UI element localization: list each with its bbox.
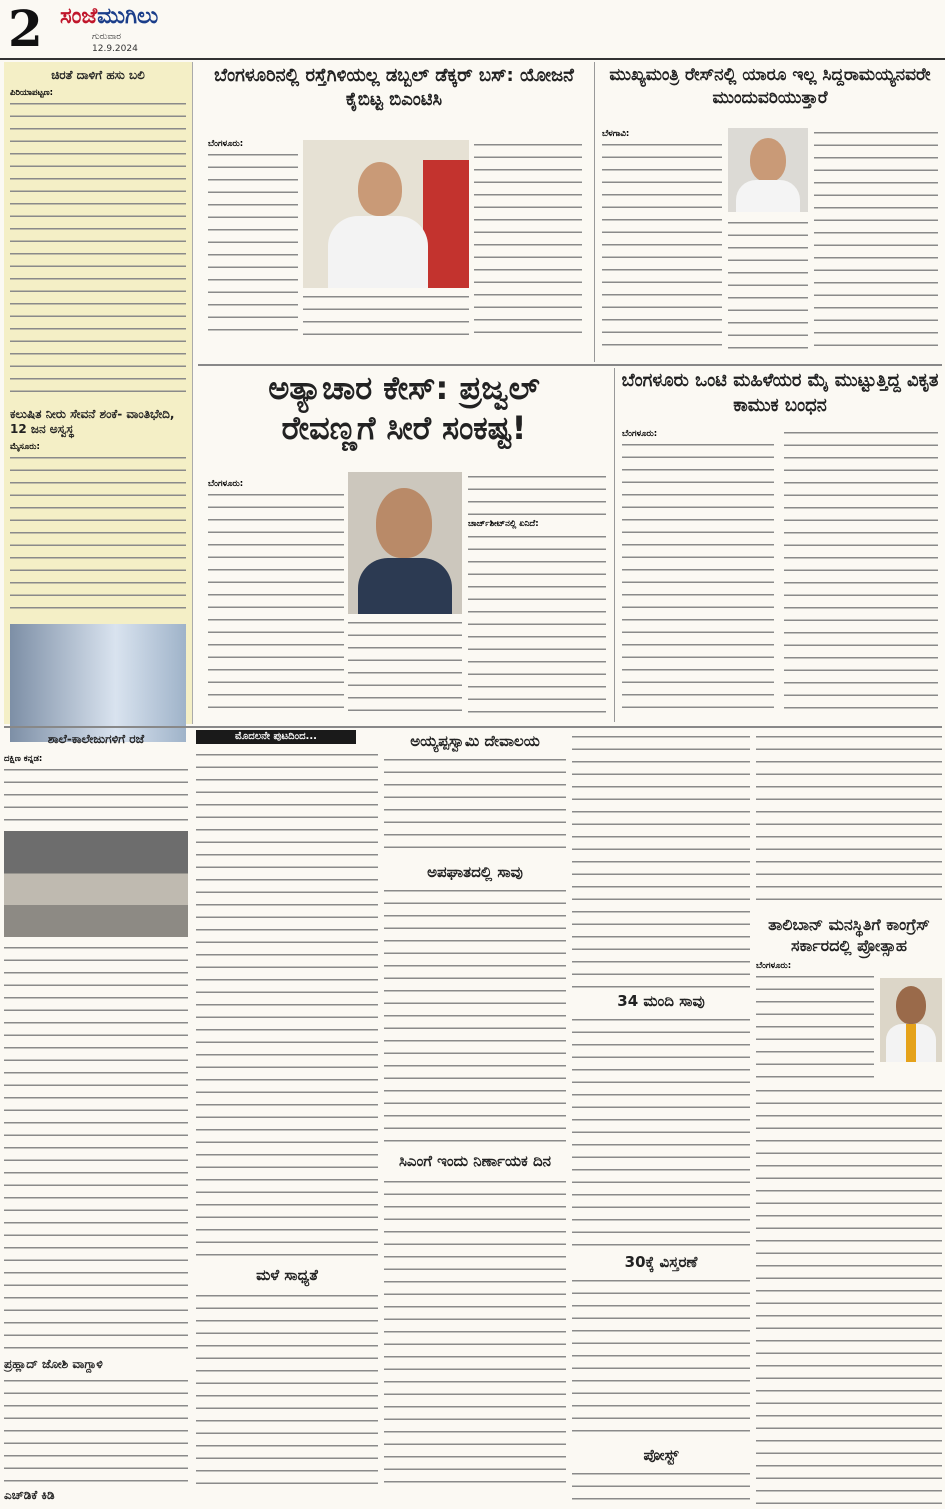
story-cm-race [598,62,942,362]
story-double-decker-col2 [303,292,469,336]
ashok-photo [880,978,942,1062]
politician-face [750,138,786,182]
politician-shirt [736,180,800,212]
post-title: ಪೋಸ್ಟ್ [643,1446,679,1464]
lead-story-subhead: ಚಾರ್ಜ್‌ಶೀಟ್‌ನಲ್ಲಿ ಏನಿದೆ: [468,519,539,529]
paper-logo [60,4,158,29]
bottom-col-4 [572,732,750,1487]
joshi-title: ಪ್ರಹ್ಲಾದ್ ಜೋಶಿ ವಾಗ್ದಾಳಿ [4,1357,103,1371]
taliban-body [756,1086,942,1506]
sidebar-column [4,62,193,724]
lead-story-dateline: ಬೆಂಗಳೂರು: [208,479,244,489]
bottom-col-1-body [4,943,188,1353]
sidebar-story1-dateline: ಪಿರಿಯಾಪಟ್ಟಣ: [10,88,54,98]
rain-body [196,1291,378,1491]
story-double-decker-col3 [474,140,582,336]
bus-graphic [423,160,469,288]
story-molester-headline: ಬೆಂಗಳೂರು ಒಂಟಿ ಮಹಿಳೆಯರ ಮೈ ಮುಟ್ಟುತ್ತಿದ್ದ ವಿಕೃತ ಕಾಮುಕ ಬಂಧನ [621,370,939,416]
taliban-body-top [756,972,874,1082]
bottom-col-5-body-top [756,732,942,908]
taliban-title: ತಾಲಿಬಾನ್ ಮನಸ್ಥಿತಿಗೆ ಕಾಂಗ್ರೆಸ್ ಸರ್ಕಾರದಲ್ಲಿ ಪ್ರೋತ್ಸಾಹ [768,915,930,955]
story-molester-col2 [784,428,938,716]
ashok-face [896,986,926,1024]
joshi-body [4,1376,188,1484]
lead-story-col2 [348,618,462,716]
accused-shirt [358,558,452,614]
lead-story-headline-line2: ರೇವಣ್ಣಗೆ ಸೀರೆ ಸಂಕಷ್ಟ! [281,409,527,447]
paper-name-part-b: ಮುಗಿಲು [97,4,159,29]
lead-story-col3-top [468,472,606,516]
rain-title: ಮಳೆ ಸಾಧ್ಯತೆ [256,1266,318,1284]
bottom-col-1 [4,732,188,1502]
lead-story-col3 [468,532,606,716]
holiday-dateline: ದಕ್ಷಿಣ ಕನ್ನಡ: [4,754,43,764]
ayyappa-body [384,755,566,859]
lead-story [198,368,610,722]
holiday-body [4,765,188,827]
bottom-col-3 [384,732,566,1487]
deaths-body [572,1015,750,1249]
story-double-decker-headline: ಬೆಂಗಳೂರಿನಲ್ಲಿ ರಸ್ತೆಗಿಳಿಯಲ್ಲ ಡಬ್ಬಲ್ ಡೆಕ್ಕರ್ ಬಸ್: ಯೋಜನೆ ಕೈಬಿಟ್ಟ ಬಿಎಂಟಿಸಿ [214,65,574,110]
story-cm-race-dateline: ಬೆಳಗಾವಿ: [602,129,630,139]
extension-body [572,1276,750,1442]
masthead [0,0,945,60]
cm-day-body [384,1177,566,1489]
holiday-title: ಶಾಲೆ-ಕಾಲೇಜುಗಳಿಗೆ ರಜೆ [47,732,145,746]
lead-story-headline-line1: ಅತ್ಯಾಚಾರ ಕೇಸ್: ಪ್ರಜ್ವಲ್ [268,369,540,407]
story-cm-race-headline: ಮುಖ್ಯಮಂತ್ರಿ ರೇಸ್‌ನಲ್ಲಿ ಯಾರೂ ಇಲ್ಲ ಸಿದ್ದರಾಮಯ್ಯನವರೇ ಮುಂದುವರಿಯುತ್ತಾರೆ [609,65,931,108]
paper-name-part-a: ಸಂಜೆ [60,4,98,29]
cm-day-title: ಸಿಎಂಗೆ ಇಂದು ನಿರ್ಣಾಯಕ ದಿನ [398,1152,552,1170]
extension-title: 30ಕ್ಕೆ ವಿಸ್ತರಣೆ [624,1253,698,1271]
minister-photo [303,140,469,288]
politician-photo [728,128,808,212]
minister-face [358,162,402,216]
story-cm-race-col3 [814,128,938,350]
minister-shirt [328,216,428,288]
bottom-col-4-body-top [572,732,750,988]
story-molester-arrest [618,368,942,722]
sidebar-story2-body [10,453,186,618]
story-double-decker-col1 [208,150,298,336]
sidebar-story2-title: ಕಲುಷಿತ ನೀರು ಸೇವನೆ ಶಂಕೆ- ವಾಂತಿಭೇದಿ, 12 ಜನ ಅಸ್ವಸ್ಥ [10,407,175,436]
accused-photo [348,472,462,614]
bottom-col-2 [196,730,378,1487]
ayyappa-title: ಅಯ್ಯಪ್ಪಸ್ವಾಮಿ ದೇವಾಲಯ [410,732,540,750]
page-number: 2 [8,0,43,58]
hdk-title: ಎಚ್‌ಡಿಕೆ ಕಿಡಿ [4,1488,55,1502]
continued-tag: ಮೊದಲನೇ ಪುಟದಿಂದ... [196,730,356,744]
bottom-col-5 [756,732,942,1487]
sidebar-story1-body [10,99,186,399]
bottom-col-2-body-top [196,750,378,1260]
deaths-title: 34 ಮಂದಿ ಸಾವು [617,992,705,1010]
accused-face [376,488,432,558]
masthead-day: ಗುರುವಾರ [92,32,122,42]
accident-title: ಅಪಘಾತದಲ್ಲಿ ಸಾವು [427,863,523,881]
lead-story-col1 [208,490,344,716]
post-body [572,1469,750,1509]
sidebar-story2-dateline: ಮೈಸೂರು: [10,442,40,452]
story-cm-race-col2 [728,218,808,350]
story-cm-race-col1 [602,140,722,350]
story-molester-dateline: ಬೆಂಗಳೂರು: [622,429,658,439]
accident-body [384,886,566,1146]
sidebar-story1-title: ಚಿರತೆ ದಾಳಿಗೆ ಹಸು ಬಲಿ [51,68,145,82]
masthead-date: 12.9.2024 [92,44,138,54]
story-double-decker-dateline: ಬೆಂಗಳೂರು: [208,139,244,149]
ashok-scarf [906,1024,916,1062]
taliban-dateline: ಬೆಂಗಳೂರು: [756,961,792,971]
story-molester-col1 [622,440,774,716]
water-tap-photo [10,624,186,742]
story-double-decker [198,62,590,362]
college-photo [4,831,188,937]
